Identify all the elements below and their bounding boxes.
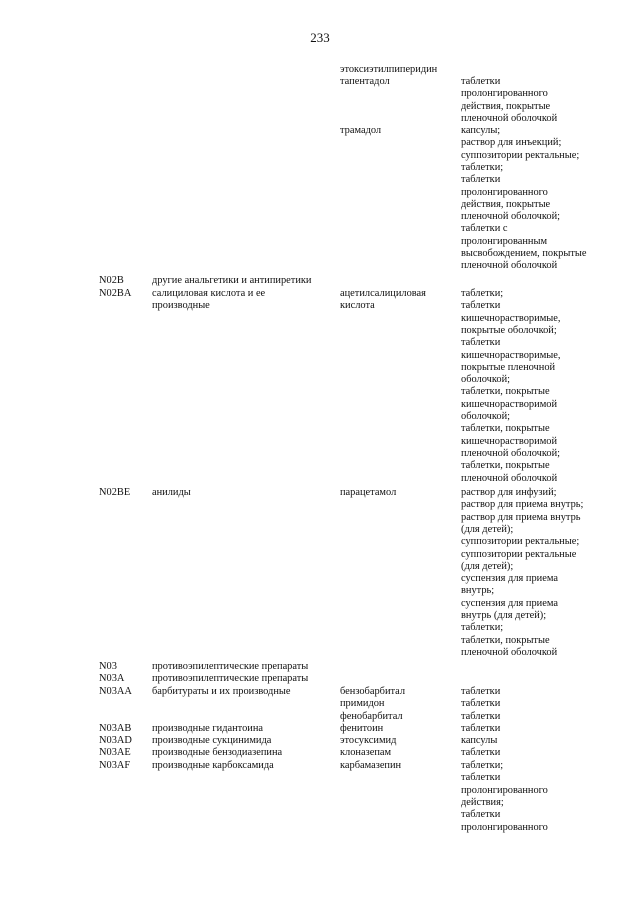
dosage-form-line: пленочной оболочкой (461, 260, 558, 272)
drug-name-line: кислота (340, 300, 375, 312)
dosage-form-line: таблетки, покрытые (461, 386, 550, 398)
atc-code-line: N03AE (99, 747, 131, 758)
page-number: 233 (310, 30, 330, 45)
dosage-form-line: пленочной оболочкой; (461, 211, 561, 223)
dosage-form-line: оболочкой; (461, 411, 511, 422)
group-name-line: салициловая кислота и ее (152, 288, 266, 299)
dosage-form-line: таблетки с (461, 223, 508, 235)
dosage-form-line: действия; (461, 796, 504, 808)
dosage-form-line: пленочной оболочкой (461, 472, 558, 484)
dosage-form-line: таблетки, покрытые (461, 460, 550, 472)
dosage-form-line: (для детей); (461, 560, 514, 572)
atc-code-line: N03AD (99, 735, 132, 746)
dosage-form-line: покрытые оболочкой; (461, 324, 557, 336)
dosage-form-line: внутрь; (461, 585, 495, 597)
dosage-form-line: таблетки, покрытые (461, 634, 550, 646)
dosage-form-line: кишечнорастворимые, (461, 312, 561, 324)
drug-name-line: бензобарбитал (340, 686, 406, 697)
dosage-form-line: таблетки; (461, 161, 504, 173)
dosage-form-line: таблетки, покрытые (461, 423, 550, 435)
dosage-form-line: (для детей); (461, 523, 514, 535)
dosage-form-line: таблетки (461, 686, 501, 697)
atc-code-line: N03AA (99, 686, 132, 697)
dosage-form-line: суппозитории ректальные; (461, 536, 580, 548)
dosage-form-line: таблетки (461, 723, 501, 734)
dosage-form-line: таблетки (461, 300, 501, 312)
drug-name-line: карбамазепин (340, 760, 402, 771)
dosage-form-line: капсулы; (461, 125, 501, 136)
atc-code-line: N03A (99, 673, 125, 684)
dosage-form-line: пленочной оболочкой (461, 646, 558, 658)
group-name-line: анилиды (152, 487, 191, 498)
group-name-line: производные карбоксамида (152, 760, 274, 771)
dosage-form-line: пролонгированного (461, 88, 548, 100)
group-name-line: производные гидантоина (152, 723, 263, 734)
dosage-form-line: раствор для приема внутрь (461, 511, 581, 523)
group-name-line: другие анальгетики и антипиретики (152, 275, 312, 286)
dosage-form-line: действия, покрытые (461, 100, 551, 112)
dosage-form-line: кишечнорастворимой (461, 398, 558, 410)
drug-name-line: фенитоин (340, 723, 384, 734)
dosage-form-line: таблетки (461, 337, 501, 349)
dosage-form-line: таблетки (461, 710, 501, 722)
dosage-form-line: таблетки; (461, 622, 504, 634)
dosage-form-line: таблетки (461, 772, 501, 784)
dosage-form-line: пролонгированного (461, 186, 548, 198)
atc-code-line: N02BE (99, 487, 131, 498)
dosage-form-line: пленочной оболочкой (461, 112, 558, 124)
dosage-form-line: раствор для инфузий; (461, 487, 557, 498)
dosage-form-line: таблетки (461, 809, 501, 821)
dosage-form-line: кишечнорастворимые, (461, 349, 561, 361)
drug-name-line: этосуксимид (340, 735, 397, 746)
atc-code-line: N02BA (99, 288, 132, 299)
group-name-line: барбитураты и их производные (152, 686, 291, 697)
drug-name-line: этоксиэтилпиперидин (340, 64, 438, 75)
group-name-line: противоэпилептические препараты (152, 661, 309, 672)
dosage-form-line: таблетки; (461, 760, 504, 771)
atc-code-line: N03AB (99, 723, 132, 734)
drug-name-line: ацетилсалициловая (340, 288, 426, 299)
dosage-form-line: капсулы (461, 735, 498, 746)
drug-name-line: примидон (340, 698, 385, 710)
drug-name-line: трамадол (340, 125, 382, 136)
dosage-form-line: пленочной оболочкой; (461, 447, 561, 459)
atc-code-line: N03AF (99, 760, 131, 771)
dosage-form-line: кишечнорастворимой (461, 435, 558, 447)
dosage-form-line: высвобождением, покрытые (461, 248, 587, 259)
dosage-form-line: пролонгированным (461, 235, 548, 247)
dosage-form-line: суппозитории ректальные (461, 548, 577, 560)
dosage-form-line: внутрь (для детей); (461, 610, 547, 621)
dosage-form-line: оболочкой; (461, 374, 511, 386)
dosage-form-line: раствор для приема внутрь; (461, 499, 584, 511)
dosage-form-line: таблетки (461, 174, 501, 186)
dosage-form-line: действия, покрытые (461, 198, 551, 210)
dosage-form-line: раствор для инъекций; (461, 137, 562, 149)
dosage-form-line: суспензия для приема (461, 597, 558, 609)
dosage-form-line: суппозитории ректальные; (461, 149, 580, 161)
drug-name-line: парацетамол (340, 487, 397, 498)
dosage-form-line: таблетки; (461, 288, 504, 299)
group-name-line: производные бензодиазепина (152, 747, 283, 758)
group-name-line: производные сукцинимида (152, 735, 272, 746)
dosage-form-line: пролонгированного (461, 784, 548, 796)
dosage-form-line: пролонгированного (461, 821, 548, 833)
dosage-form-line: таблетки (461, 698, 501, 710)
atc-code-line: N02B (99, 275, 124, 286)
group-name-line: производные (152, 300, 210, 312)
drug-name-line: фенобарбитал (340, 710, 403, 722)
dosage-form-line: таблетки (461, 76, 501, 87)
group-name-line: противоэпилептические препараты (152, 673, 309, 684)
dosage-form-line: таблетки (461, 747, 501, 758)
drug-name-line: тапентадол (340, 76, 390, 88)
drug-name-line: клоназепам (340, 747, 392, 758)
dosage-form-line: покрытые пленочной (461, 361, 556, 373)
atc-code-line: N03 (99, 661, 117, 672)
dosage-form-line: суспензия для приема (461, 573, 558, 585)
